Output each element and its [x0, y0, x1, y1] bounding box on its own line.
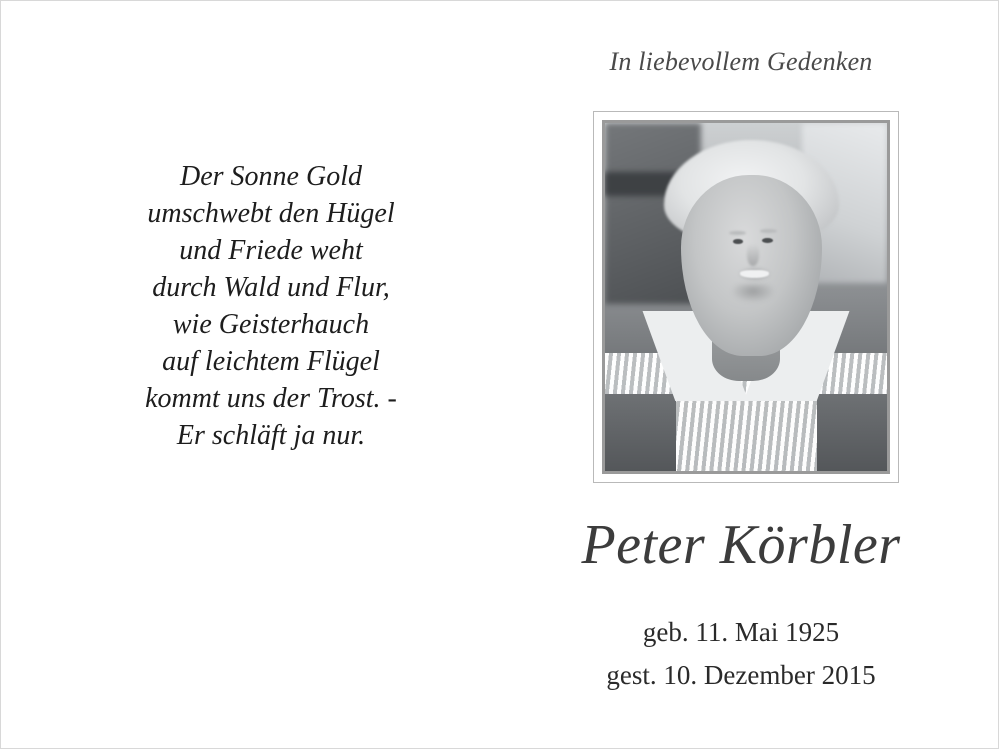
poem-line: umschwebt den Hügel	[147, 197, 395, 229]
portrait-inner-border	[602, 120, 890, 474]
poem-line: durch Wald und Flur,	[152, 271, 390, 303]
memorial-poem	[61, 159, 481, 455]
photo-jacket-left	[605, 394, 676, 471]
poem-line: auf leichtem Flügel	[162, 345, 380, 377]
portrait-photo	[605, 123, 887, 471]
photo-eyebrow-right	[760, 229, 777, 233]
photo-nose	[747, 244, 758, 266]
birth-date: geb. 11. Mai 1925	[642, 617, 840, 647]
photo-jacket-right	[817, 394, 888, 471]
death-date: gest. 10. Dezember 2015	[606, 660, 876, 691]
photo-eye-left	[733, 239, 744, 244]
photo-eyebrow-left	[729, 231, 746, 235]
poem-line: kommt uns der Trost. -	[145, 382, 397, 414]
poem-line: Der Sonne Gold	[180, 161, 362, 192]
poem-line: und Friede weht	[179, 234, 363, 266]
deceased-name: Peter Körbler	[581, 514, 901, 576]
poem-line: wie Geisterhauch	[172, 308, 370, 340]
photo-mouth	[740, 270, 768, 278]
photo-chin-shadow	[732, 284, 774, 302]
memorial-header: In liebevollem Gedenken	[609, 47, 873, 76]
portrait-frame	[593, 111, 899, 483]
life-dates	[501, 611, 981, 697]
photo-eye-right	[762, 238, 773, 243]
poem-line: Er schläft ja nur.	[176, 419, 366, 451]
